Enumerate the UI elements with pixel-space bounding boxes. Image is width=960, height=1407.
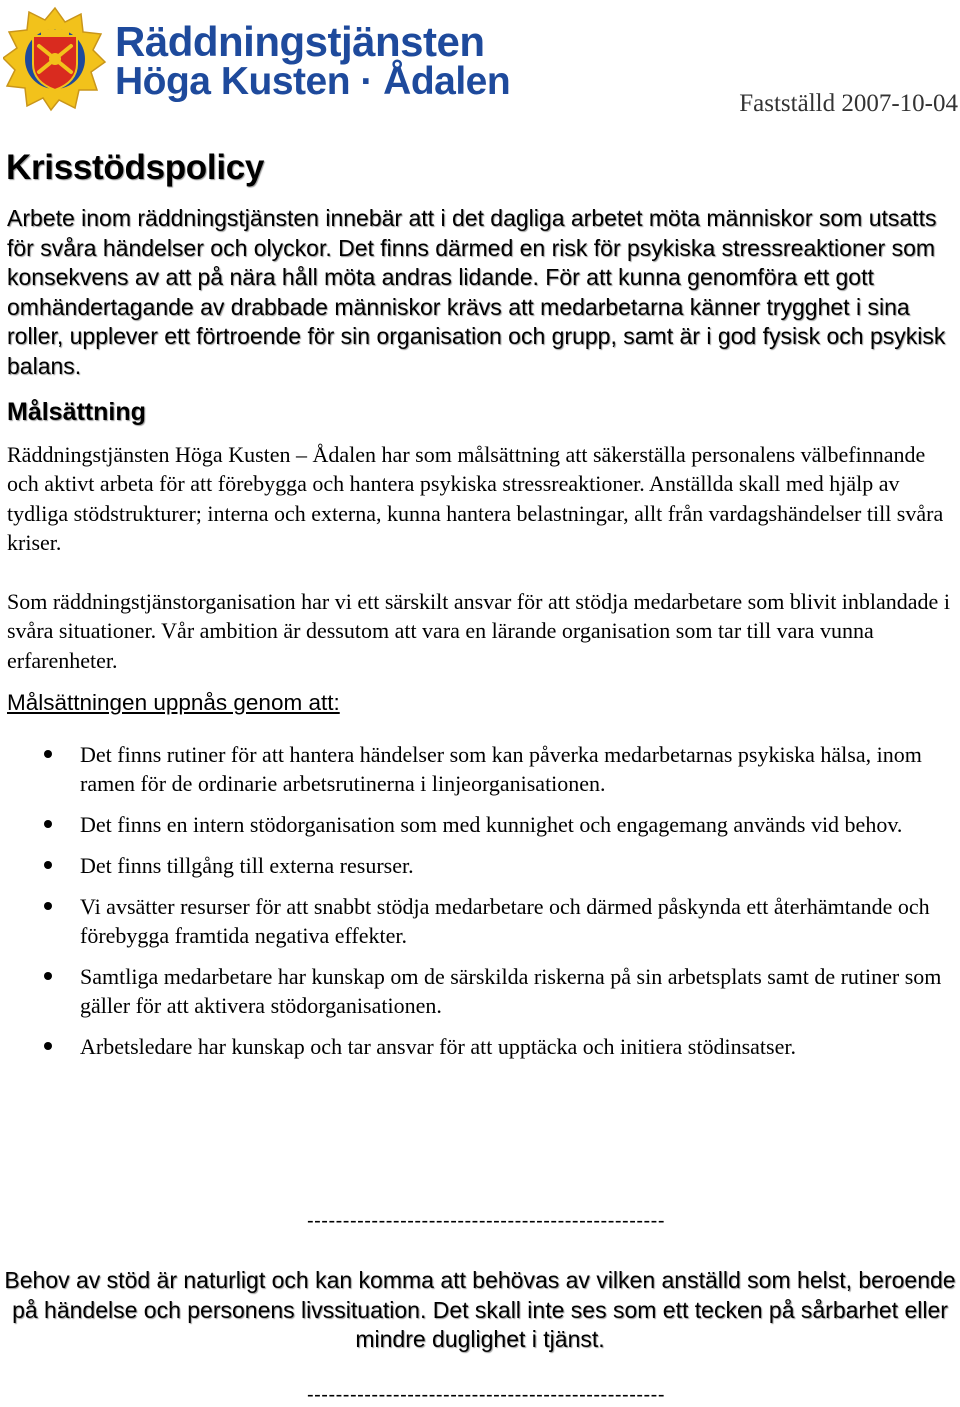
fire-rescue-emblem-logo — [3, 6, 107, 112]
objective-paragraph: Räddningstjänsten Höga Kusten – Ådalen har som målsättning att säkerställa personalens välbefinnande och aktivt arbeta för att förebygga och hantera psykiska stressreaktioner. Anställda skall med hjälp av tydliga stödstrukturer; interna och externa, kunna hantera belastningar, allt från vardagshändelser till svåra kriser. — [7, 442, 944, 555]
section-heading: Målsättning — [7, 398, 146, 426]
bullet-icon — [44, 1042, 52, 1050]
list-heading: Målsättningen uppnås genom att: — [7, 690, 340, 715]
bullet-icon — [44, 972, 52, 980]
list-item — [0, 810, 955, 839]
list-item-text: Vi avsätter resurser för att snabbt stödja medarbetare och därmed påskynda ett återhämtande och förebygga framtida negativa effekter. — [80, 894, 930, 948]
intro-paragraph: Arbete inom räddningstjänsten innebär att i det dagliga arbetet möta människor som utsatts för svåra händelser och olyckor. Det finns därmed en risk för psykiska stressreaktioner som konsekvens av att på nära håll möta andras lidande. För att kunna genomföra ett gott omhändertagande av drabbade människor krävs att medarbetarna känner trygghet i sina roller, upplever ett förtroende för sin organisation och grupp, samt är i god fysisk och psykisk balans. — [7, 205, 946, 379]
bullet-icon — [44, 861, 52, 869]
established-date: Fastställd 2007-10-04 — [739, 90, 958, 117]
list-item — [0, 962, 955, 1020]
organization-name-line2: Höga Kusten · Ådalen — [115, 60, 511, 103]
list-item-text: Det finns en intern stödorganisation som med kunnighet och engagemang används vid behov. — [80, 812, 903, 837]
organization-name-line1: Räddningstjänsten — [115, 18, 485, 65]
bullet-icon — [44, 750, 52, 758]
dashed-divider-top: -------------------------------------------------- — [306, 1210, 665, 1232]
list-item — [0, 851, 955, 880]
bullet-icon — [44, 902, 52, 910]
list-item-text: Samtliga medarbetare har kunskap om de särskilda riskerna på sin arbetsplats samt de rutiner som gäller för att aktivera stödorganisationen. — [80, 964, 942, 1018]
list-item — [0, 1032, 955, 1061]
measures-list — [0, 740, 960, 1073]
list-item — [0, 892, 955, 950]
responsibility-paragraph: Som räddningstjänstorganisation har vi ett särskilt ansvar för att stödja medarbetare som blivit inblandade i svåra situationer. Vår ambition är dessutom att vara en lärande organisation som tar till vara vunna erfarenheter. — [7, 589, 950, 673]
dashed-divider-bottom: -------------------------------------------------- — [306, 1384, 665, 1406]
bullet-icon — [44, 820, 52, 828]
list-item-text: Det finns rutiner för att hantera händelser som kan påverka medarbetarnas psykiska hälsa, inom ramen för de ordinarie arbetsrutinerna i linjeorganisationen. — [80, 742, 922, 796]
list-item-text: Det finns tillgång till externa resurser. — [80, 853, 414, 878]
list-item-text: Arbetsledare har kunskap och tar ansvar för att upptäcka och initiera stödinsatser. — [80, 1034, 796, 1059]
closing-statement: Behov av stöd är naturligt och kan komma att behövas av vilken anställd som helst, beroende på händelse och personens livssituation. Det skall inte ses som ett tecken på sårbarhet eller mindre duglighet i tjänst. — [4, 1267, 956, 1352]
list-item — [0, 740, 955, 798]
document-title: Krisstödspolicy — [6, 148, 265, 187]
